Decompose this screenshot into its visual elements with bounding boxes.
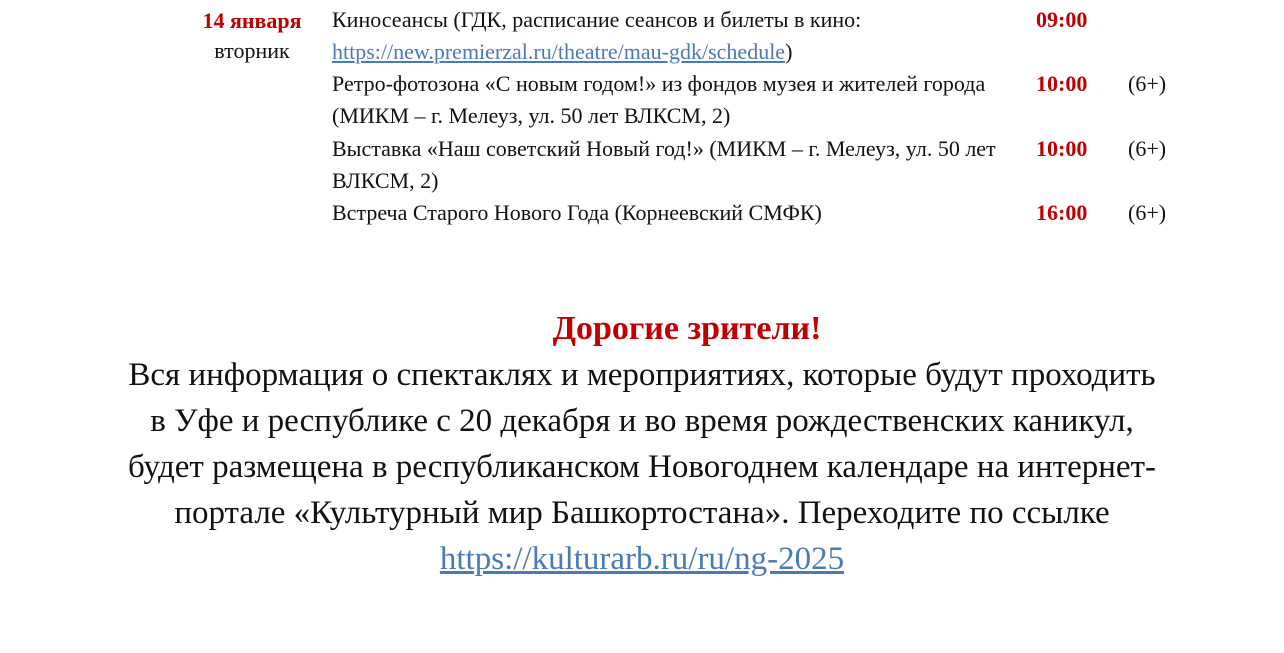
event-title: Выставка «Наш советский Новый год!» (МИКМ – г. Мелеуз, ул. 50 лет ВЛКСМ, 2)	[332, 136, 996, 193]
event-title: Встреча Старого Нового Года (Корнеевский СМФК)	[332, 200, 822, 225]
notice-heading: Дорогие зрители!	[552, 310, 822, 347]
event-time: 09:00	[1036, 7, 1088, 32]
notice-body-text: Вся информация о спектаклях и мероприятиях, которые будут проходить в Уфе и республике с 20 декабря и во время рождественских каникул, будет размещена в республиканском Новогоднем календаре на интернет-портале «Культурный мир Башкортостана». Переходите по ссылке	[128, 357, 1156, 531]
event-age: (6+)	[1128, 71, 1167, 96]
event-age: (6+)	[1128, 200, 1167, 225]
schedule-section	[0, 0, 1284, 240]
event-time: 16:00	[1036, 200, 1088, 225]
event-age: (6+)	[1128, 136, 1167, 161]
date-column	[190, 6, 314, 66]
schedule-link[interactable]: https://new.premierzal.ru/theatre/mau-gdk/schedule	[332, 39, 786, 64]
event-title	[332, 4, 1027, 68]
event-time: 10:00	[1036, 136, 1088, 161]
event-title: Ретро-фотозона «С новым годом!» из фондов музея и жителей города (МИКМ – г. Мелеуз, ул. 50 лет ВЛКСМ, 2)	[332, 71, 986, 128]
calendar-link[interactable]: https://kulturarb.ru/ru/ng-2025	[439, 541, 845, 577]
event-title-text: Киносеансы (ГДК, расписание сеансов и билеты в кино:	[332, 7, 862, 32]
notice-body	[122, 352, 1162, 582]
event-weekday: вторник	[214, 38, 290, 63]
event-date: 14 января	[202, 8, 302, 33]
notice-section	[0, 306, 1284, 582]
event-title-after: )	[785, 39, 793, 64]
event-time: 10:00	[1036, 71, 1088, 96]
